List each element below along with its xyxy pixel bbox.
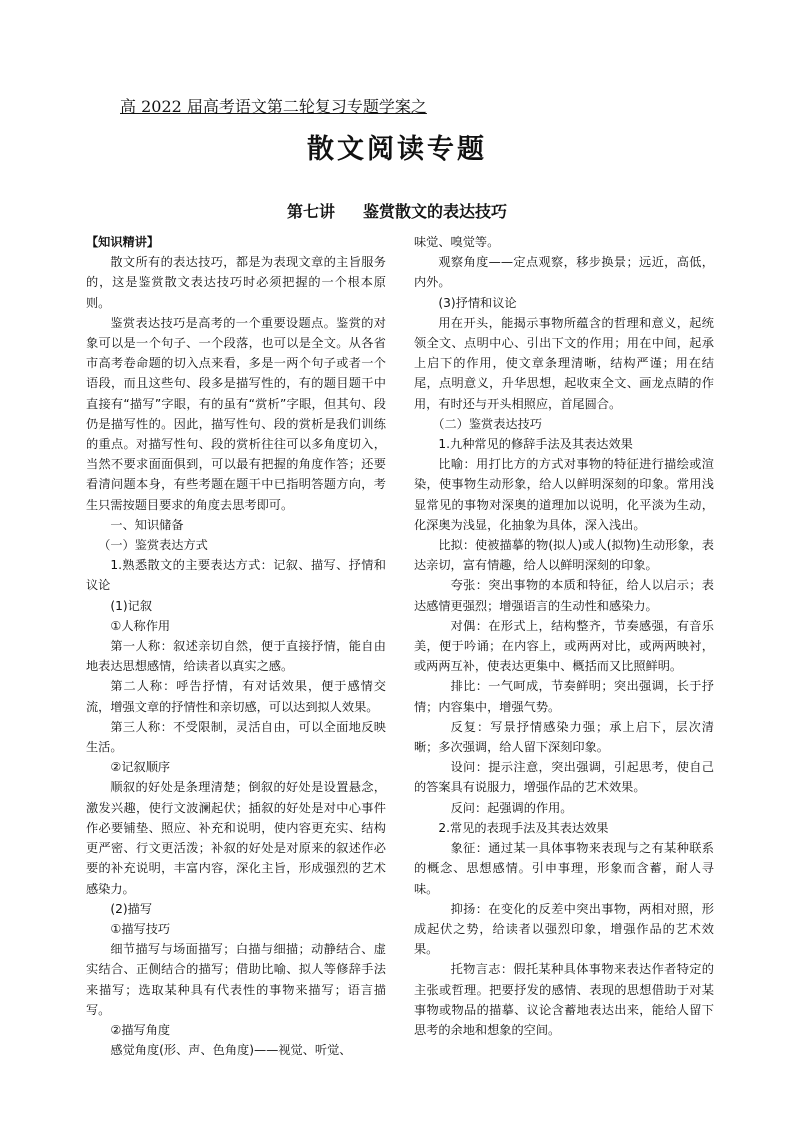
paragraph: 第一人称：叙述亲切自然，便于直接抒情，能自由地表达思想感情，给读者以真实之感。 [86,639,386,674]
paragraph: 1.熟悉散文的主要表达方式：记叙、描写、抒情和议论 [86,558,386,593]
paragraph: 2.常见的表现手法及其表达效果 [438,820,609,835]
paragraph: ①描写技巧 [110,921,171,936]
paragraph: 感觉角度(形、声、色角度)——视觉、听觉、 [110,1043,352,1058]
paragraph: 托物言志：假托某种具体事物来表达作者特定的主张或哲理。把要抒发的感情、表现的思想借助于对某事物或物品的描摹、议论含蓄地表达出来，能给人留下思考的余地和想象的空间。 [414,962,714,1037]
paragraph: 散文所有的表达技巧，都是为表现文章的主旨服务的，这是鉴赏散文表达技巧时必须把握的一个根本原则。 [86,255,386,310]
paragraph: 夸张：突出事物的本质和特征，给人以启示；表达感情更强烈；增强语言的生动性和感染力。 [414,578,714,613]
paragraph: 比喻：用打比方的方式对事物的特征进行描绘或渲染，使事物生动形象，给人以鲜明深刻的印象。常用浅显常见的事物对深奥的道理加以说明，化平淡为生动，化深奥为浅显，化抽象为具体，深入浅出。 [414,457,714,532]
paragraph: 反问：起强调的作用。 [450,800,573,815]
paragraph: 1.九种常见的修辞手法及其表达效果 [438,437,633,452]
paragraph: 象征：通过某一具体事物来表现与之有某种联系的概念、思想感情。引申事理，形象而含蓄，耐人寻味。 [414,841,714,896]
paragraph: 比拟：使被描摹的物(拟人)或人(拟物)生动形象，表达亲切，富有情趣，给人以鲜明深刻的印象。 [414,538,714,573]
page-header: 高 2022 届高考语文第二轮复习专题学案之 [120,97,427,116]
paragraph: 味觉、嗅觉等。 [414,235,500,249]
paragraph: 排比：一气呵成，节奏鲜明；突出强调，长于抒情；内容集中，增强气势。 [414,679,714,714]
paragraph: 设问：提示注意，突出强调，引起思考，使自己的答案具有说服力，增强作品的艺术效果。 [414,760,714,795]
lesson-topic: 鉴赏散文的表达技巧 [363,202,508,221]
paragraph: (1)记叙 [110,598,153,613]
paragraph: 鉴赏表达技巧是高考的一个重要设题点。鉴赏的对象可以是一个句子、一个段落，也可以是全文。从各省市高考卷命题的切入点来看，多是一两个句子或者一个语段，而且这些句、段多是描写性的，有的题目题干中直接有“描写”字眼，有的虽有“赏析”字眼，但其句、段仍是描写性的。因此，描写性句、段的赏析是我们训练的重点。对描写性句、段的赏析往往可以多角度切入，当然不要求面面俱到，可以最有把握的角度作答；还要看清问题本身，有些考题在题干中已指明答题方向，考生只需按题目要求的角度去思考即可。 [86,315,386,512]
paragraph: ②描写角度 [110,1022,171,1037]
paragraph: (2)描写 [110,901,153,916]
paragraph: 观察角度——定点观察，移步换景；远近，高低，内外。 [414,255,714,290]
paragraph: ②记叙顺序 [110,760,171,775]
paragraph: 反复：写景抒情感染力强；承上启下，层次清晰；多次强调，给人留下深刻印象。 [414,719,714,755]
paragraph: 一、知识储备 [110,517,184,532]
left-column [86,232,386,1060]
paragraph: 细节描写与场面描写；白描与细描；动静结合、虚实结合、正侧结合的描写；借助比喻、拟人等修辞手法来描写；选取某种具有代表性的事物来描写；语言描写。 [86,942,386,1017]
right-column [414,232,714,1040]
paragraph: （一）鉴赏表达方式 [98,538,208,553]
page-title: 散文阅读专题 [307,134,487,165]
lesson-number: 第七讲 [286,202,335,221]
paragraph: 第二人称：呼告抒情，有对话效果，便于感情交流，增强文章的抒情性和亲切感，可以达到拟人效果。 [86,679,386,714]
paragraph: 第三人称：不受限制，灵活自由，可以全面地反映生活。 [86,719,386,755]
paragraph: 对偶：在形式上，结构整齐，节奏感强，有音乐美，便于吟诵；在内容上，或两两对比，或两两映衬，或两两互补，使表达更集中、概括而又比照鲜明。 [414,618,714,674]
paragraph: (3)抒情和议论 [438,295,517,310]
paragraph: 抑扬：在变化的反差中突出事物，两相对照，形成起伏之势，给读者以强烈印象，增强作品的艺术效果。 [414,901,714,957]
paragraph: ①人称作用 [110,618,171,633]
paragraph: （二）鉴赏表达技巧 [432,416,542,431]
lesson-subtitle [0,200,794,224]
paragraph: 【知识精讲】 [86,235,160,249]
paragraph: 顺叙的好处是条理清楚；倒叙的好处是设置悬念，激发兴趣，使行文波澜起伏；插叙的好处是对中心事件作必要铺垫、照应、补充和说明，使内容更充实、结构更严密、行文更活泼；补叙的好处是对原来的叙述作必要的补充说明，丰富内容，深化主旨，形成强烈的艺术感染力。 [86,780,386,896]
paragraph: 用在开头，能揭示事物所蕴含的哲理和意义，起统领全文、点明中心、引出下文的作用；用在中间，起承上启下的作用，使文章条理清晰，结构严谨；用在结尾，点明意义，升华思想，起收束全文、画龙点睛的作用，有时还与开头相照应，首尾圆合。 [414,315,714,411]
